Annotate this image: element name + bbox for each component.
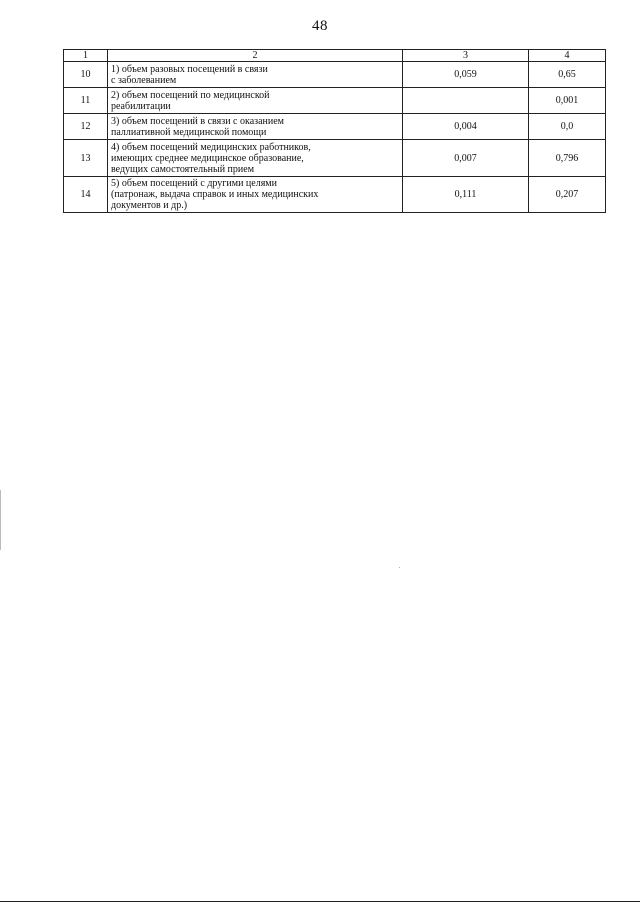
description-line: с заболеванием <box>111 74 177 86</box>
row-value-col3: 0,111 <box>403 177 529 213</box>
page-number: 48 <box>312 18 328 34</box>
row-description <box>108 62 403 88</box>
description-line: 1) объем разовых посещений в связи <box>111 63 268 75</box>
description-line: 4) объем посещений медицинских работников, <box>111 141 311 153</box>
row-value-col4: 0,001 <box>529 88 606 114</box>
description-line: документов и др.) <box>111 200 188 211</box>
scan-edge-mark <box>0 490 1 550</box>
row-number: 10 <box>64 62 108 88</box>
row-value-col3: 0,059 <box>403 62 529 88</box>
row-value-col3 <box>403 88 529 114</box>
description-line: ведущих самостоятельный прием <box>111 163 255 175</box>
table-row <box>64 140 606 177</box>
table-header-row <box>64 50 606 62</box>
row-value-col4: 0,65 <box>529 62 606 88</box>
row-number: 13 <box>64 140 108 177</box>
row-value-col3: 0,007 <box>403 140 529 177</box>
description-line: паллиативной медицинской помощи <box>111 126 267 138</box>
scan-bottom-edge <box>0 901 640 902</box>
description-line: имеющих среднее медицинское образование, <box>111 152 304 164</box>
table-row <box>64 177 606 213</box>
row-value-col4: 0,0 <box>529 114 606 140</box>
column-header-2: 2 <box>108 50 403 62</box>
row-number: 12 <box>64 114 108 140</box>
description-line: 3) объем посещений в связи с оказанием <box>111 115 284 127</box>
row-description <box>108 114 403 140</box>
description-line: реабилитации <box>111 100 171 112</box>
description-line: 2) объем посещений по медицинской <box>111 89 270 101</box>
column-header-4: 4 <box>529 50 606 62</box>
row-value-col4: 0,796 <box>529 140 606 177</box>
scan-speck <box>399 567 400 568</box>
description-line: (патронаж, выдача справок и иных медицинских <box>111 189 319 200</box>
data-table <box>63 49 606 213</box>
table-row <box>64 114 606 140</box>
row-number: 14 <box>64 177 108 213</box>
row-number: 11 <box>64 88 108 114</box>
table-row <box>64 88 606 114</box>
row-value-col3: 0,004 <box>403 114 529 140</box>
column-header-3: 3 <box>403 50 529 62</box>
description-line: 5) объем посещений с другими целями <box>111 178 277 189</box>
row-value-col4: 0,207 <box>529 177 606 213</box>
row-description <box>108 177 403 213</box>
row-description <box>108 88 403 114</box>
table-row <box>64 62 606 88</box>
column-header-1: 1 <box>64 50 108 62</box>
row-description <box>108 140 403 177</box>
